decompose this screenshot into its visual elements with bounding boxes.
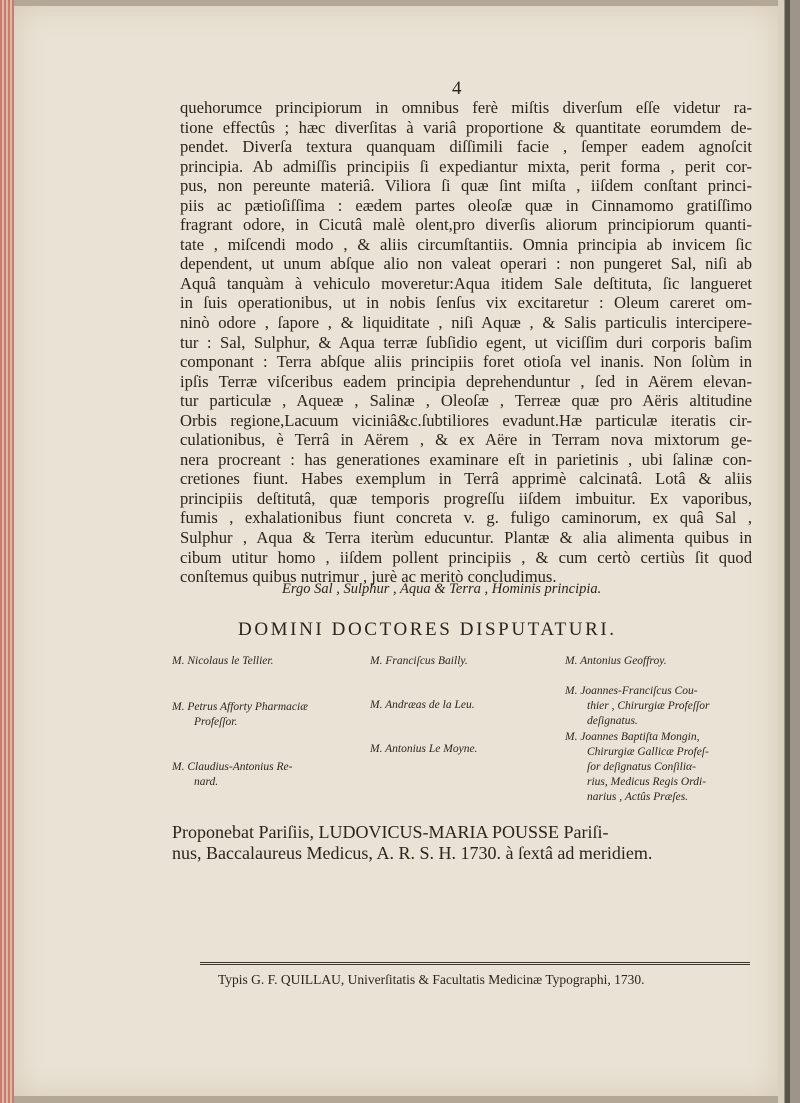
text-line: principiis deſtitutâ, quæ temporis progreſſu iiſdem imbuitur. Ex vaporibus,	[180, 488, 752, 508]
text-line: in ſuis operationibus, ut in nobis ſenſus vix excitaretur : Oleum careret om-	[180, 293, 752, 313]
doctor-entry	[565, 730, 709, 805]
footer-rule	[200, 962, 750, 965]
section-heading: DOMINI DOCTORES DISPUTATURI.	[238, 619, 617, 640]
doctor-entry-line: M. Joannes-Franciſcus Cou-	[565, 685, 698, 697]
text-line: nera procreant : has generationes examinare eſt in parietinis , ubi ſalinæ con-	[180, 449, 752, 469]
doctor-entry-line: thier , Chirurgiæ Profeſſor	[587, 700, 710, 712]
doctor-entry-line: M. Antonius Le Moyne.	[370, 743, 478, 755]
text-line: tur particulæ , Aqueæ , Salinæ , Oleoſæ , Terreæ quæ pro Aëris altitudine	[180, 391, 752, 411]
text-line: pendet. Diverſa textura quanquam diſſimili facie , ſemper eadem agnoſcit	[180, 137, 752, 157]
main-paragraph	[180, 98, 752, 587]
doctor-entry-line: M. Andræas de la Leu.	[370, 699, 475, 711]
text-line: piis ac pætioſiſſima : eædem partes oleoſæ quæ in Cinnamomo gratiſſimo	[180, 195, 752, 215]
doctor-entry-line: Profeſſor.	[194, 716, 238, 728]
text-line: principia. Ab admiſſis principiis ſi expediantur mixta, perit forma , perit cor-	[180, 156, 752, 176]
text-line: Orbis regione,Lacuum viciniâ&c.ſubtiliores evadunt.Hæ particulæ iteratis cir-	[180, 410, 752, 430]
doctor-entry-line: rius, Medicus Regis Ordi-	[587, 776, 707, 788]
doctor-entry	[370, 742, 477, 757]
page-number: 4	[452, 78, 462, 99]
proponebat-line: Proponebat Pariſiis, LUDOVICUS-MARIA POUSSE Pariſi-	[172, 822, 609, 842]
text-line: fragrant odore, in Cicutâ malè olent,pro diverſis aliorum principiorum quanti-	[180, 215, 752, 235]
doctor-entry-line: M. Franciſcus Bailly.	[370, 655, 468, 667]
doctor-entry	[172, 760, 292, 790]
text-line: tur : Sal, Sulphur, & Aqua terræ ſubſidio egent, ut viciſſim duri corporis baſim	[180, 332, 752, 352]
doctor-entry-line: M. Petrus Afforty Pharmaciæ	[172, 701, 308, 713]
doctor-entry	[172, 654, 273, 669]
text-line: cibum utitur homo , iiſdem pollent principiis , & cum certò certiùs ſit quod	[180, 547, 752, 567]
doctor-entry-line: M. Antonius Geoffroy.	[565, 655, 667, 667]
doctor-entry-line: M. Joannes Baptiſta Mongin,	[565, 731, 700, 743]
text-line: ipſis Terræ viſceribus eadem principia deprehenduntur , ſed in Aërem elevan-	[180, 371, 752, 391]
text-line: dependent, ut unum abſque alio non valeat operari : non pungeret Sal, niſi ab	[180, 254, 752, 274]
doctor-entry	[172, 700, 308, 730]
doctor-entry-line: nard.	[194, 776, 219, 788]
text-line: ninò odore , ſapore , & liquiditate , niſi Aquæ , & Salis particulis intercipere-	[180, 313, 752, 333]
text-line: culationibus, è Terrâ in Aërem , & ex Aëre in Terram nova mixtorum ge-	[180, 430, 752, 450]
doctor-entry-line: M. Nicolaus le Tellier.	[172, 655, 274, 667]
text-line: quehorumce principiorum in omnibus ferè miſtis diverſum eſſe videtur ra-	[180, 98, 752, 117]
text-line: Sulphur , Aqua & Terra iterùm educuntur. Plantæ & alia alimenta quibus in	[180, 528, 752, 548]
text-line: tione effectûs ; hæc diverſitas à variâ proportione & quantitate eorumdem de-	[180, 117, 752, 137]
doctor-entry-line: ſor deſignatus Conſiliα-	[587, 761, 696, 773]
text-line: cretiones fiunt. Habes exemplum in Terrâ apprimè calcinatâ. Lotâ & aliis	[180, 469, 752, 489]
doctor-entry	[565, 654, 667, 669]
doctor-entry-line: M. Claudius-Antonius Re-	[172, 761, 293, 773]
text-line: tate , miſcendi modo , & aliis circumſtantiis. Omnia principia ab invicem ſic	[180, 234, 752, 254]
doctor-entry-line: Chirurgiæ Gallicæ Profeſ-	[587, 746, 709, 758]
printer-footer: Typis G. F. QUILLAU, Univerſitatis & Facultatis Medicinæ Typographi, 1730.	[218, 972, 645, 987]
text-line: componant : Terra abſque aliis principiis foret otioſa vel inanis. Non ſolùm in	[180, 352, 752, 372]
doctor-entry-line: narius , Actûs Præſes.	[587, 791, 689, 803]
book-fore-edge-right	[778, 0, 800, 1103]
text-line: pus, non pereunte materiâ. Viliora ſi quæ ſint miſta , iiſdem conſtant princi-	[180, 176, 752, 196]
thesis-conclusion: Ergo Sal , Sulphur , Aqua & Terra , Hominis principia.	[282, 581, 602, 597]
doctor-entry	[370, 698, 475, 713]
book-fore-edge-left	[0, 0, 14, 1103]
doctor-entry	[565, 684, 709, 729]
text-line: Aquâ tanquàm à vehiculo moveretur:Aqua itidem Sale deſtituta, ſic langueret	[180, 273, 752, 293]
doctor-entry	[370, 654, 468, 669]
proponebat-line: nus, Baccalaureus Medicus, A. R. S. H. 1730. à ſextâ ad meridiem.	[172, 843, 653, 863]
proponebat-paragraph	[172, 822, 752, 864]
text-line: conſtemus quibus nutrimur , jurè ac meritò concludimus.	[180, 567, 557, 587]
doctor-entry-line: deſignatus.	[587, 715, 638, 727]
text-line: fumis , exhalationibus fiunt concreta v. g. fuligo caminorum, ex quâ Sal ,	[180, 508, 752, 528]
